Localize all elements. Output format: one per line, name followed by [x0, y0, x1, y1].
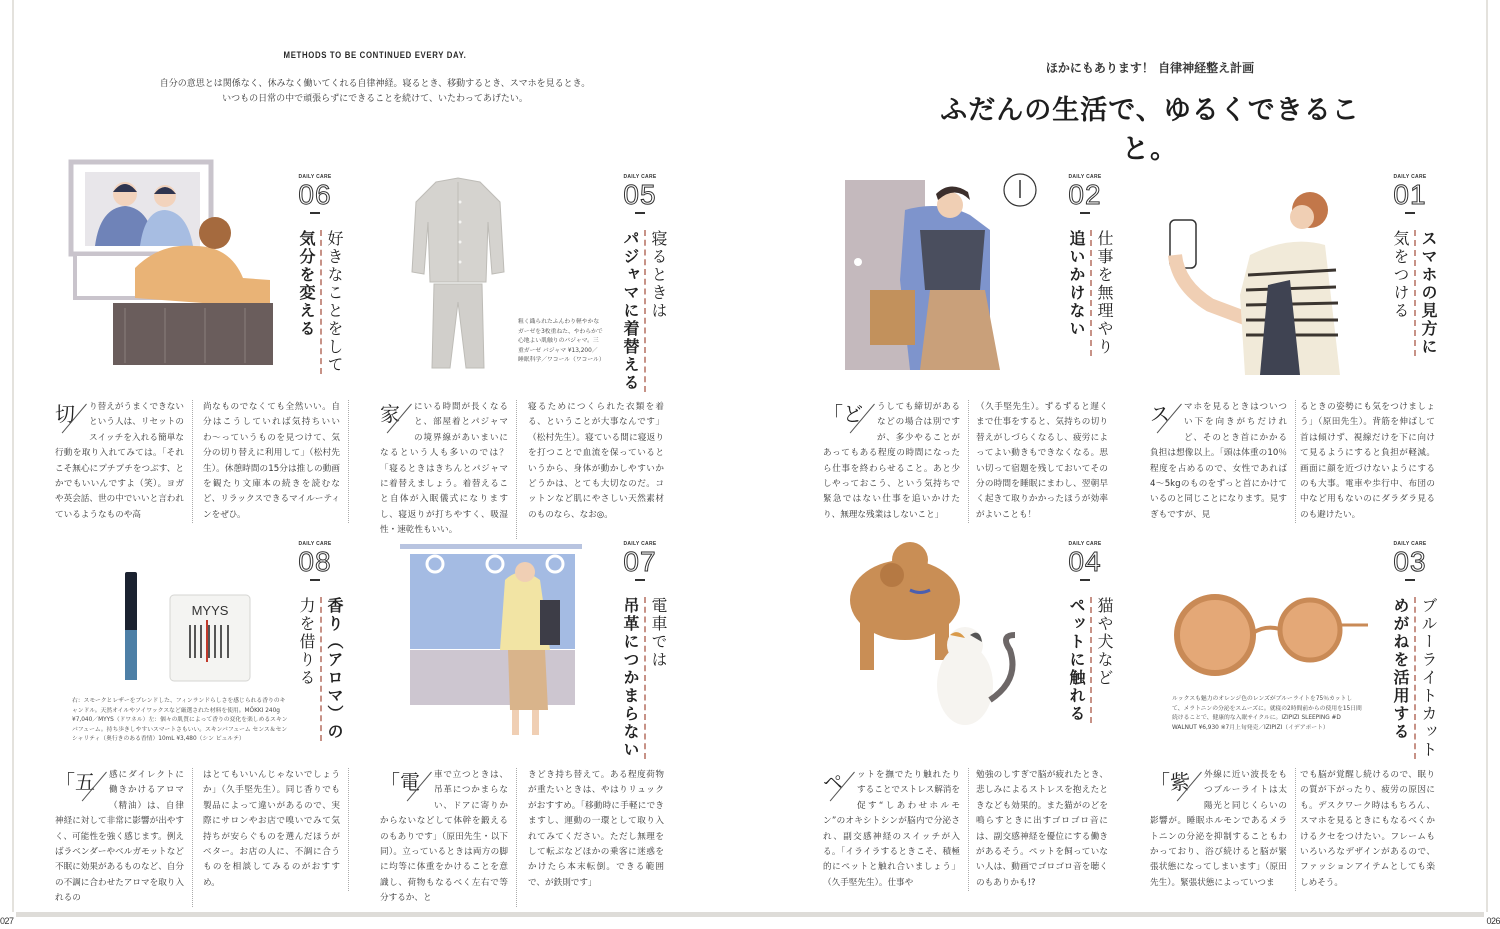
card-01-title: スマホの見方に 気をつける [1391, 230, 1438, 356]
bluelight-glasses-photo [1170, 585, 1370, 685]
intro-lead: 自分の意思とは関係なく、休みなく働いてくれる自律神経。寝るとき、移動するとき、スマホを見るとき。 いつもの日常の中で頑張らずにできることを続けて、いたわってあげたい。 [159, 79, 591, 104]
card-03-number: DAILY CARE 03 [1390, 541, 1430, 581]
card-08-number: DAILY CARE 08 [295, 541, 335, 581]
train-passenger-illustration [400, 540, 600, 740]
card-02-title: 仕事を無理やり 追いかけない [1067, 230, 1114, 356]
page-bottom-rule [16, 912, 1484, 917]
card-06-title: 好きなことをして 気分を変える [297, 230, 344, 374]
page-headline: ふだんの生活で、ゆるくできること。 [940, 95, 1360, 165]
card-03-title: ブルーライトカット めがねを活用する [1391, 597, 1438, 759]
card-02-number: DAILY CARE 02 [1065, 174, 1105, 214]
phone-user-illustration [1160, 175, 1375, 375]
dropcap: 切 [55, 400, 75, 440]
card-02-body-2: （久手堅先生）。ずるずると遅くまで仕事をすると、気持ちの切り替えがしづらくなるし、疲労によってよい動きもできなくなる。思い切って宿題を残しておいてその分の時間を睡眠にまわし、翌朝早く起きて取りかかったほうが効率がよいことも！ [976, 402, 1108, 520]
dropcap: 「ど [823, 400, 863, 440]
card-03-body-1: 「紫 外線に近い波長をもつブルーライトは太陽光と同じくらいの影響が。睡眠ホルモンであるメラトニンの分泌を抑制することもわかっており、浴び続けると脳が緊張状態になってしまいます」（原田先生）。緊張状態によっていつま [1150, 768, 1296, 891]
dropcap: 「電 [380, 768, 420, 808]
card-07-body-2: きどき持ち替えて。ある程度荷物が重たいときは、やはりリュックがおすすめ。「移動時に手軽にできますし、運動の一環として取り入れてみてください。ただし無理をして転ぶなどほかの乗客に迷惑をかけたら本末転倒。できる範囲で、が鉄則です」 [528, 770, 664, 888]
card-02-body-1: 「ど うしても締切があるなどの場合は別ですが、多少やることがあってもある程度の時間になったら仕事を終わらせること。あと少しやっておこう、という気持ちで緊急ではない仕事を追いかけたり、無理な残業はしないこと」 [823, 400, 969, 523]
card-07-body-1: 「電 車で立つときは、吊革につかまらない、ドアに寄りかからないなどして体幹を鍛えるのもありです」（原田先生・以下同）。立っているときは両方の脚に均等に体重をかけることを意識し、荷物もなるべく左右で等分するか、と [380, 768, 517, 907]
left-page-number: 027 [0, 916, 14, 926]
card-07-title: 電車では 吊革につかまらない [621, 597, 668, 759]
card-06-body-2: 尚なものでなくても全然いい。自分はこうしていれば気持ちいいわ〜っていうものを見つけて、気分の切り替えに利用して」（松村先生）。休憩時間の15分は推しの動画を観たり文庫本の続きを読むなど、リラックスできるマイルーティンをぜひ。 [203, 400, 349, 523]
card-01-body-1: ス マホを見るときはついつい下を向きがちだけれど、そのとき首にかかる負担は想像以上。「頭は体重の10％程度を占めるので、女性であれば4〜5kgのものをずっと首にかけているのと同じことになります。見すぎもですが、見 [1150, 400, 1296, 523]
card-05-title: 寝るときは パジャマに着替える [621, 230, 668, 392]
intro-english-heading: METHODS TO BE CONTINUED EVERY DAY. [283, 50, 467, 61]
aroma-products-photo [115, 570, 275, 685]
card-05-caption: 粗く織られたふんわり軽やかなガーゼを3枚重ねた、やわらかで心地よい肌触りのパジャマ。三重ガーゼ パジャマ ¥13,200／睡眠科学／ワコール（ワコール） [518, 319, 605, 363]
dropcap: 「紫 [1150, 768, 1190, 808]
pajamas-photo [408, 172, 508, 372]
card-05-body-1: 家 にいる時間が長くなると、部屋着とパジャマの境界線があいまいになるという人も多いのでは？「寝るときはきちんとパジャマに着替えましょう。着替えること自体が入眠儀式になりますし、寝返りが打ちやすく、吸湿性・速乾性もいい。 [380, 400, 517, 539]
card-04-body-1: ペ ットを撫でたり触れたりすることでストレス解消を促す“しあわせホルモン”のオキシトシンが脳内で分泌され、副交感神経のスイッチが入る。「イライラするときこそ、積極的にペットと触れ合いましょう」（久手堅先生）。仕事や [823, 768, 969, 891]
card-08-caption: 右：スモークとレザーをブレンドした、フィンランドらしさを感じられる香りのキャンドル。天然オイルやソイワックスなど厳選された材料を使用。MÖKKI 240g ¥7,040／MYYS（ドワネル）左：個々の肌質によって香りの変化を楽しめるスキンパフューム。持ち歩きしやすいスマートさもいい。スキンパフューム センス＆センシャリティ（奥行きのある香情）10mL ¥3,480（シン ピュルテ） [72, 698, 288, 742]
card-05-number: DAILY CARE 05 [620, 174, 660, 214]
card-08-body-2: はとてもいいんじゃないでしょうか」（久手堅先生）。同じ香りでも製品によって違いがあるので、実際にサロンやお店で嗅いでみて気持ちが安らぐものを選んだほうがベター。お店の人に、不調に合うものを相談してみるのがおすすめ。 [203, 768, 349, 891]
dog-and-cat-illustration [840, 540, 1050, 740]
dropcap: ス [1150, 400, 1170, 440]
card-04-title: 猫や犬など ペットに触れる [1067, 597, 1114, 723]
kicker: ほかにもあります！ 自律神経整え計画 [1045, 61, 1255, 75]
card-01-number: DAILY CARE 01 [1390, 174, 1430, 214]
card-03-caption: ルックスも魅力のオレンジ色のレンズがブルーライトを75％カットして、メラトニンの分泌をスムーズに。就寝の2時間前からの使用を15日間続けることで、健康的な入眠サイクルに。IZIPIZI SLEEPING #D WALNUT ¥6,930 ※7月上旬発売／IZIPIZI（イデアポート） [1172, 696, 1362, 731]
card-01-body-2: るときの姿勢にも気をつけましょう」（原田先生）。背筋を伸ばして首は傾けず、視線だけを下に向けて見るようにすると負担が軽減。画面に顔を近づけないようにするのも大事。電車や歩行中、布団の中など用もないのにダラダラ見るのも避けたい。 [1300, 402, 1435, 520]
card-06-body-1: 切 り替えがうまくできないという人は、リセットのスイッチを入れる簡単な行動を取り入れてみては。「それこそ無心にプチプチをつぶす、とかでもいいんですよ（笑）。ヨガや英会話、世の中でいいと言われているようなものや高 [55, 400, 193, 523]
dropcap: 「五 [55, 768, 95, 808]
card-04-body-2: 勉強のしすぎで脳が疲れたとき、悲しみによるストレスを抱えたときなども効果的。また猫がのどを鳴らすときに出すゴロゴロ音には、副交感神経を優位にする働きがあるそう。ペットを飼っていない人は、動画でゴロゴロ音を聴くのもありかも!? [976, 770, 1108, 888]
svg-text:MYYS: MYYS [191, 603, 229, 618]
card-08-body-1: 「五 感にダイレクトに働きかけるアロマ（精油）は、自律神経に対して非常に影響が出やすく、可能性を強く感じます。例えばラベンダーやベルガモットなど不眠に効果があるものなど、自分の不調に合わせたアロマを取り入れるの [55, 768, 193, 907]
right-page-number: 026 [1486, 916, 1500, 926]
card-03-body-2: でも脳が覚醒し続けるので、眠りの質が下がったり、疲労の原因にも。デスクワーク時はもちろん、スマホを見るときにもなるべくかけるクセをつけたい。フレームもいろいろなデザインがあるので、ファッションアイテムとしても楽しめそう。 [1300, 770, 1435, 888]
card-07-number: DAILY CARE 07 [620, 541, 660, 581]
card-05-body-2: 寝るためにつくられた衣類を着る、ということが大事なんです」（松村先生）。寝ている間に寝返りを打つことで血流を保っているというから、身体が動かしやすいかどうかは、とても大切なのだ。コットンなど肌にやさしい天然素材のものなら、なお◎。 [528, 402, 664, 520]
card-06-number: DAILY CARE 06 [295, 174, 335, 214]
dropcap: ペ [823, 768, 843, 808]
worker-illustration [840, 170, 1050, 370]
dropcap: 家 [380, 400, 400, 440]
card-04-number: DAILY CARE 04 [1065, 541, 1105, 581]
tv-watching-illustration [65, 158, 280, 368]
card-08-title: 香り（アロマ）の 力を借りる [297, 597, 344, 741]
